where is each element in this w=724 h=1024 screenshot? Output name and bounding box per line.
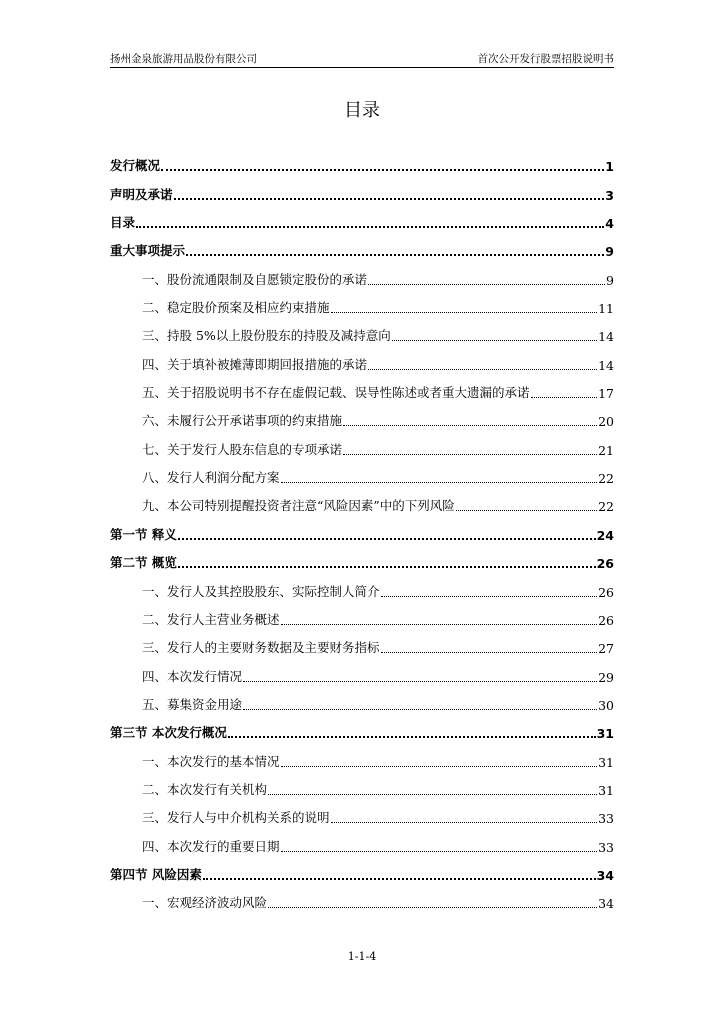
toc-entry-title: 二、发行人主营业务概述	[142, 611, 280, 627]
page-number: 1-1-4	[347, 950, 377, 963]
toc-dot-leader	[186, 254, 604, 256]
toc-entry-page: 14	[598, 357, 614, 373]
toc-section-entry[interactable]	[110, 210, 614, 238]
toc-subsection-entry[interactable]	[110, 635, 614, 663]
toc-subsection-entry[interactable]	[110, 493, 614, 521]
toc-section-entry[interactable]	[110, 862, 614, 890]
toc-entry-page: 9	[606, 272, 614, 288]
toc-entry-page: 26	[598, 612, 614, 628]
toc-entry-page: 21	[598, 442, 614, 458]
toc-subsection-entry[interactable]	[110, 436, 614, 464]
toc-entry-page: 26	[598, 584, 614, 600]
toc-entry-page: 26	[596, 556, 614, 572]
toc-entry-title: 三、持股 5%以上股份股东的持股及减持意向	[142, 328, 391, 344]
toc-dot-leader	[343, 454, 597, 455]
toc-subsection-entry[interactable]	[110, 266, 614, 294]
toc-section-entry[interactable]	[110, 550, 614, 578]
toc-entry-page: 22	[598, 471, 614, 487]
toc-entry-page: 1	[605, 159, 614, 175]
header-doc-title: 首次公开发行股票招股说明书	[477, 53, 614, 65]
toc-entry-page: 31	[598, 782, 614, 798]
toc-entry-page: 4	[605, 216, 614, 232]
toc-entry-title: 第三节 本次发行概况	[110, 725, 227, 741]
toc-dot-leader	[228, 736, 596, 738]
toc-entry-title: 四、关于填补被摊薄即期回报措施的承诺	[142, 356, 368, 372]
page-header	[110, 47, 614, 68]
toc-dot-leader	[281, 482, 598, 483]
toc-entry-title: 四、本次发行情况	[142, 668, 243, 684]
toc-dot-leader	[281, 624, 598, 625]
toc-entry-title: 一、股份流通限制及自愿锁定股份的承诺	[142, 271, 368, 287]
toc-dot-leader	[392, 340, 597, 341]
toc-entry-title: 第四节 风险因素	[110, 866, 202, 882]
page-title: 目录	[344, 100, 380, 121]
toc-dot-leader	[456, 510, 597, 511]
toc-entry-title: 三、发行人的主要财务数据及主要财务指标	[142, 640, 380, 656]
toc-entry-title: 一、发行人及其控股股东、实际控制人简介	[142, 583, 380, 599]
toc-dot-leader	[243, 709, 597, 710]
toc-entry-title: 七、关于发行人股东信息的专项承诺	[142, 441, 343, 457]
toc-dot-leader	[243, 681, 597, 682]
toc-section-entry[interactable]	[110, 238, 614, 266]
toc-entry-page: 20	[598, 414, 614, 430]
toc-subsection-entry[interactable]	[110, 380, 614, 408]
toc-entry-title: 一、本次发行的基本情况	[142, 753, 280, 769]
toc-section-entry[interactable]	[110, 153, 614, 181]
toc-entry-page: 24	[596, 527, 614, 543]
toc-entry-title: 三、发行人与中介机构关系的说明	[142, 810, 330, 826]
toc-entry-title: 二、稳定股价预案及相应约束措施	[142, 300, 330, 316]
toc-dot-leader	[331, 312, 598, 313]
toc-dot-leader	[281, 766, 598, 767]
toc-entry-title: 发行概况	[110, 158, 161, 174]
toc-dot-leader	[381, 652, 598, 653]
toc-dot-leader	[531, 397, 598, 398]
toc-subsection-entry[interactable]	[110, 351, 614, 379]
toc-entry-title: 六、未履行公开承诺事项的约束措施	[142, 413, 343, 429]
toc-subsection-entry[interactable]	[110, 607, 614, 635]
toc-subsection-entry[interactable]	[110, 663, 614, 691]
toc-section-entry[interactable]	[110, 521, 614, 549]
toc-entry-page: 34	[598, 896, 614, 912]
toc-entry-page: 27	[598, 641, 614, 657]
toc-entry-page: 17	[598, 386, 614, 402]
toc-subsection-entry[interactable]	[110, 465, 614, 493]
toc-entry-title: 目录	[110, 215, 136, 231]
toc-dot-leader	[368, 369, 597, 370]
toc-dot-leader	[368, 284, 605, 285]
toc-subsection-entry[interactable]	[110, 323, 614, 351]
toc-entry-page: 9	[605, 244, 614, 260]
toc-dot-leader	[203, 878, 596, 880]
toc-entry-page: 34	[596, 867, 614, 883]
toc-entry-page: 3	[605, 187, 614, 203]
toc-dot-leader	[161, 169, 604, 171]
toc-subsection-entry[interactable]	[110, 578, 614, 606]
toc-subsection-entry[interactable]	[110, 748, 614, 776]
header-company: 扬州金泉旅游用品股份有限公司	[110, 53, 257, 65]
toc-subsection-entry[interactable]	[110, 295, 614, 323]
toc-entry-page: 31	[596, 726, 614, 742]
toc-dot-leader	[136, 226, 604, 228]
toc-entry-title: 五、关于招股说明书不存在虚假记载、误导性陈述或者重大遗漏的承诺	[142, 385, 530, 401]
toc-entry-title: 五、募集资金用途	[142, 696, 243, 712]
toc-dot-leader	[281, 851, 598, 852]
toc-entry-title: 九、本公司特别提醒投资者注意“风险因素”中的下列风险	[142, 498, 455, 514]
toc-subsection-entry[interactable]	[110, 805, 614, 833]
toc-subsection-entry[interactable]	[110, 777, 614, 805]
toc-entry-page: 33	[598, 811, 614, 827]
table-of-contents	[110, 153, 614, 918]
toc-dot-leader	[331, 822, 598, 823]
toc-entry-page: 14	[598, 329, 614, 345]
toc-entry-page: 22	[598, 499, 614, 515]
toc-section-entry[interactable]	[110, 181, 614, 209]
toc-entry-page: 31	[598, 754, 614, 770]
toc-dot-leader	[178, 538, 596, 540]
toc-dot-leader	[381, 596, 598, 597]
toc-entry-title: 第一节 释义	[110, 526, 177, 542]
toc-entry-title: 八、发行人利润分配方案	[142, 470, 280, 486]
toc-entry-title: 一、宏观经济波动风险	[142, 895, 268, 911]
toc-section-entry[interactable]	[110, 720, 614, 748]
toc-entry-page: 33	[598, 839, 614, 855]
toc-dot-leader	[174, 198, 605, 200]
toc-subsection-entry[interactable]	[110, 833, 614, 861]
toc-subsection-entry[interactable]	[110, 692, 614, 720]
toc-entry-page: 29	[598, 669, 614, 685]
toc-dot-leader	[343, 425, 597, 426]
toc-subsection-entry[interactable]	[110, 408, 614, 436]
toc-entry-title: 第二节 概览	[110, 555, 177, 571]
toc-entry-page: 30	[598, 697, 614, 713]
toc-entry-title: 四、本次发行的重要日期	[142, 838, 280, 854]
toc-entry-page: 11	[598, 301, 614, 317]
toc-entry-title: 声明及承诺	[110, 186, 173, 202]
toc-subsection-entry[interactable]	[110, 890, 614, 918]
toc-entry-title: 二、本次发行有关机构	[142, 781, 268, 797]
toc-dot-leader	[268, 907, 597, 908]
toc-dot-leader	[178, 566, 596, 568]
toc-dot-leader	[268, 794, 597, 795]
toc-entry-title: 重大事项提示	[110, 243, 186, 259]
